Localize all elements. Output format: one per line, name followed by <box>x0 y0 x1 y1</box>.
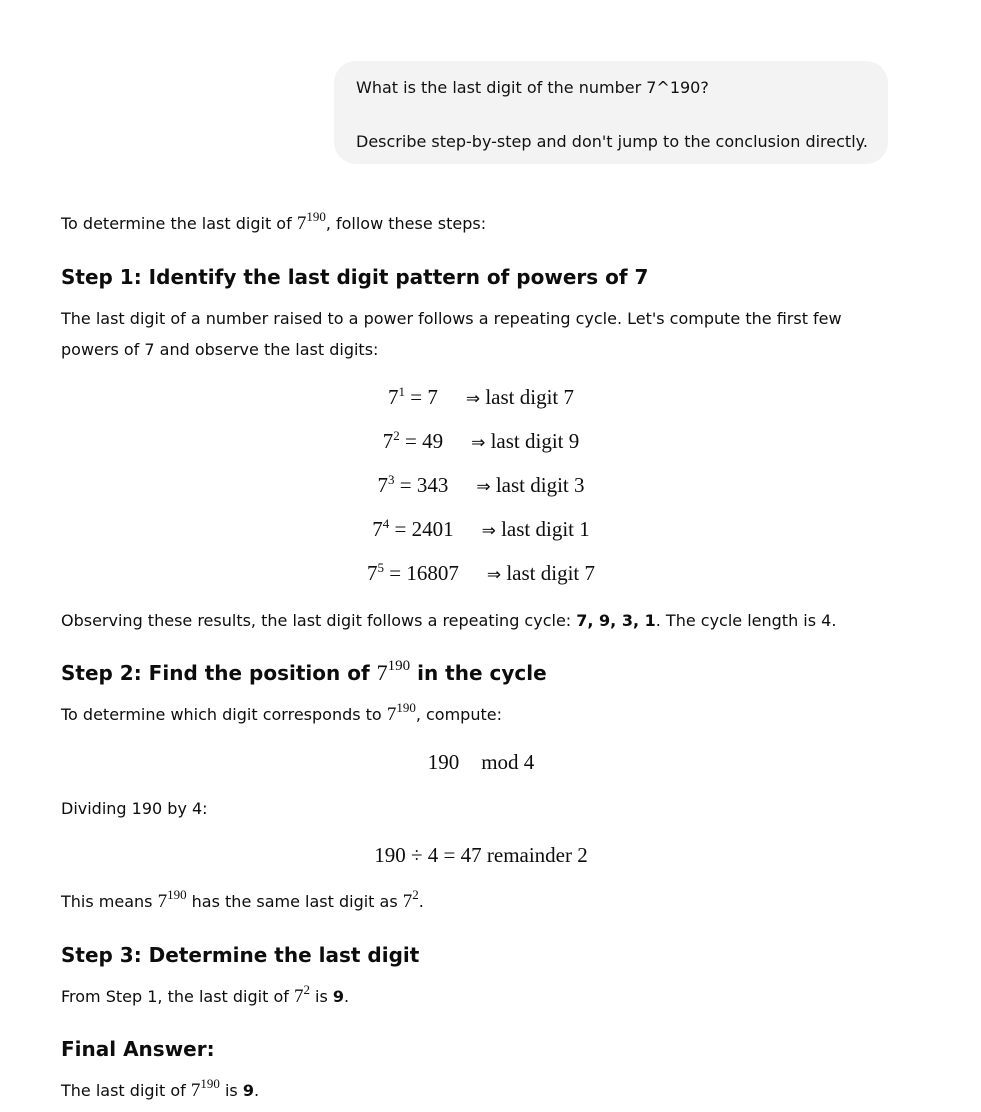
intro-math: $7^{190}$ <box>296 209 326 234</box>
power-row-1: $7^1 = 7$ ⇒ last digit 7 <box>387 384 574 409</box>
user-message-bubble <box>334 61 888 164</box>
cycle-values: 7, 9, 3, 1 <box>576 611 656 630</box>
step2-conclusion: This means $7^{190}$ has the same last digit as $7^2$. <box>61 887 424 912</box>
intro-paragraph <box>61 208 486 239</box>
power-row-2: $7^2 = 49$ ⇒ last digit 9 <box>382 428 580 453</box>
intro-text-before: To determine the last digit of <box>61 214 297 233</box>
step1-paragraph-line-2: powers of 7 and observe the last digits: <box>61 340 379 359</box>
mod-expression: 190 mod 4 <box>427 750 535 774</box>
step1-paragraph-line-1: The last digit of a number raised to a power follows a repeating cycle. Let's compute the first few <box>61 309 842 328</box>
power-row-3: $7^3 = 343$ ⇒ last digit 3 <box>377 472 585 497</box>
dividing-text: Dividing 190 by 4: <box>61 799 208 818</box>
division-expression: 190 ÷ 4 = 47 remainder 2 <box>374 843 588 867</box>
user-message-line-1: What is the last digit of the number 7^190? <box>356 78 709 97</box>
final-answer-paragraph: The last digit of $7^{190}$ is 9. <box>61 1076 260 1101</box>
step1-observation: Observing these results, the last digit follows a repeating cycle: 7, 9, 3, 1. The cycle length is 4. <box>61 611 837 630</box>
power-row-5: $7^5 = 16807$ ⇒ last digit 7 <box>366 560 595 585</box>
user-message-line-2: Describe step-by-step and don't jump to the conclusion directly. <box>356 132 868 151</box>
step3-paragraph: From Step 1, the last digit of $7^2$ is 9. <box>61 982 350 1007</box>
intro-text-after: , follow these steps: <box>325 214 487 233</box>
step2-paragraph: To determine which digit corresponds to $7^{190}$, compute: <box>61 700 502 725</box>
final-answer-heading: Final Answer: <box>61 1037 215 1061</box>
step2-heading: Step 2: Find the position of $7^{190}$ in the cycle <box>61 658 547 685</box>
power-row-4: $7^4 = 2401$ ⇒ last digit 1 <box>372 516 590 541</box>
step1-heading: Step 1: Identify the last digit pattern of powers of 7 <box>61 265 649 289</box>
step3-heading: Step 3: Determine the last digit <box>61 943 420 967</box>
